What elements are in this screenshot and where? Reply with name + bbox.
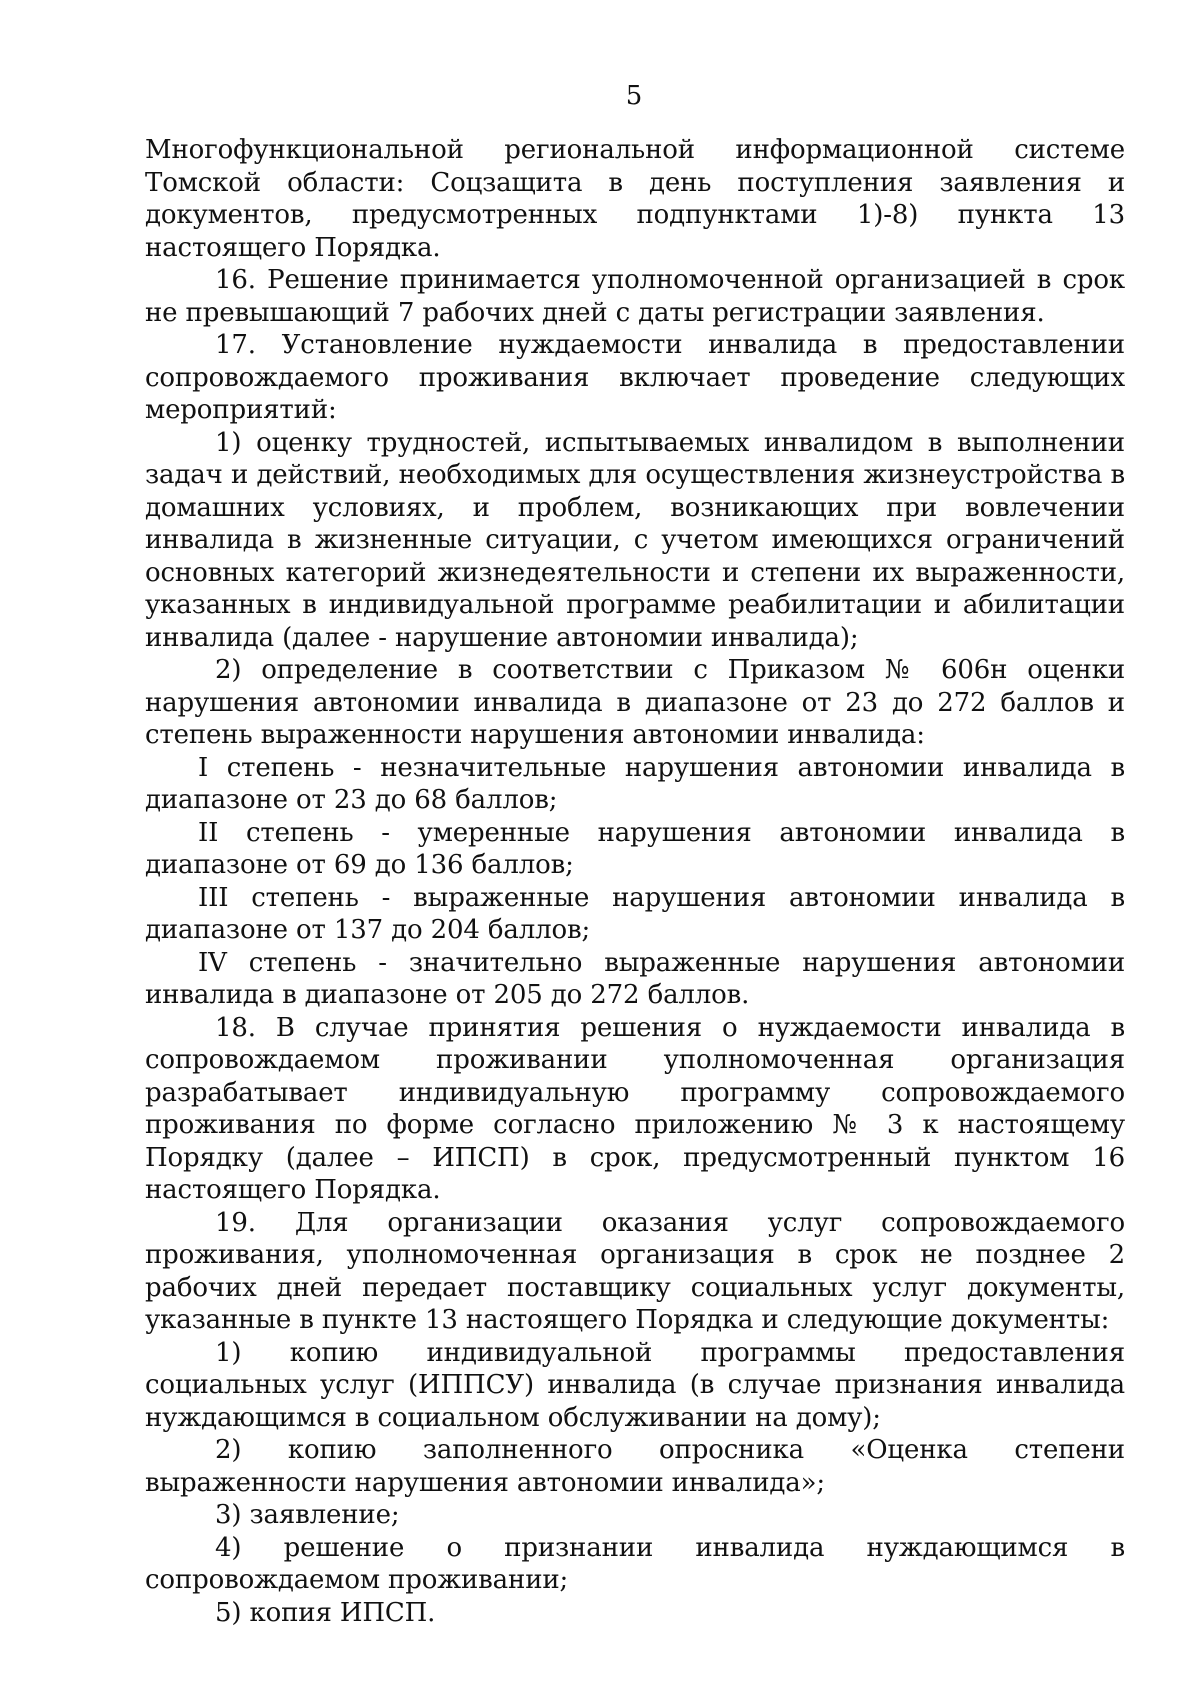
degree-1: I степень - незначительные нарушения автономии инвалида в диапазоне от 23 до 68 баллов; [145, 752, 1125, 815]
page-number: 5 [625, 81, 643, 111]
degree-4: IV степень - значительно выраженные нарушения автономии инвалида в диапазоне от 205 до 272 баллов. [145, 947, 1125, 1010]
paragraph-18: 18. В случае принятия решения о нуждаемости инвалида в сопровождаемом проживании уполномоченная организация разрабатывает индивидуальную программу сопровождаемого проживания по форме согласно приложению № 3 к настоящему Порядку (далее – ИПСП) в срок, предусмотренный пунктом 16 настоящего Порядка. [145, 1012, 1125, 1205]
paragraph-17: 17. Установление нуждаемости инвалида в предоставлении сопровождаемого проживания включает проведение следующих мероприятий: [145, 330, 1125, 425]
paragraph-16: 16. Решение принимается уполномоченной организацией в срок не превышающий 7 рабочих дней с даты регистрации заявления. [145, 265, 1125, 328]
paragraph-19-item-3: 3) заявление; [215, 1500, 400, 1530]
paragraph-17-item-2: 2) определение в соответствии с Приказом № 606н оценки нарушения автономии инвалида в диапазоне от 23 до 272 баллов и степень выраженности нарушения автономии инвалида: [145, 655, 1125, 750]
paragraph-19-item-2: 2) копию заполненного опросника «Оценка степени выраженности нарушения автономии инвалида»; [145, 1435, 1125, 1498]
paragraph-19-item-5: 5) копия ИПСП. [215, 1597, 436, 1628]
paragraph-17-item-1: 1) оценку трудностей, испытываемых инвалидом в выполнении задач и действий, необходимых для осуществления жизнеустройства в домашних условиях, и проблем, возникающих при вовлечении инвалида в жизненные ситуации, с учетом имеющихся ограничений основных категорий жизнедеятельности и степени их выраженности, указанных в индивидуальной программе реабилитации и абилитации инвалида (далее - нарушение автономии инвалида); [145, 427, 1125, 653]
paragraph-19: 19. Для организации оказания услуг сопровождаемого проживания, уполномоченная организация в срок не позднее 2 рабочих дней передает поставщику социальных услуг документы, указанные в пункте 13 настоящего Порядка и следующие документы: [145, 1207, 1125, 1335]
degree-3: III степень - выраженные нарушения автономии инвалида в диапазоне от 137 до 204 баллов; [145, 882, 1125, 945]
degree-2: II степень - умеренные нарушения автономии инвалида в диапазоне от 69 до 136 баллов; [145, 817, 1125, 880]
paragraph-19-item-1: 1) копию индивидуальной программы предоставления социальных услуг (ИППСУ) инвалида (в случае признания инвалида нуждающимся в социальном обслуживании на дому); [145, 1337, 1125, 1433]
paragraph-continuation: Многофункциональной региональной информационной системе Томской области: Соцзащита в день поступления заявления и документов, предусмотренных подпунктами 1)-8) пункта 13 настоящего Порядка. [145, 135, 1125, 263]
paragraph-19-item-4: 4) решение о признании инвалида нуждающимся в сопровождаемом проживании; [145, 1532, 1125, 1595]
document-body [145, 134, 1125, 1629]
